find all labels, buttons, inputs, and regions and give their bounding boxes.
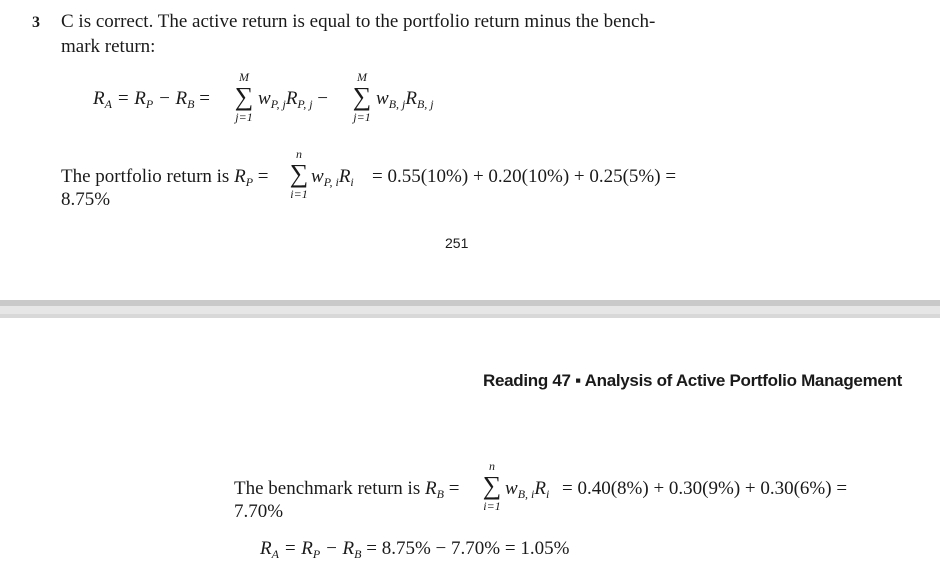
sum-symbol-portfolio-return: n ∑ i=1	[289, 147, 309, 201]
answer-line-2: mark return:	[61, 36, 156, 57]
page-separator-gap	[0, 306, 940, 314]
active-return-formula: $R_A = R_P - R_B$ =	[93, 88, 210, 111]
benchmark-return-text: The benchmark return is $R_B$ =	[234, 478, 460, 501]
portfolio-weighted-term: $w_{P, j}R_{P, j}$ −	[258, 88, 329, 111]
page-number: 251	[445, 235, 469, 251]
active-return-result-formula: $R_A = R_P - R_B = 8.75\% - 7.70\% = 1.05\%$	[260, 538, 570, 561]
sum-symbol-benchmark-return: n ∑ i=1	[482, 459, 502, 513]
page-separator-bottom	[0, 314, 940, 318]
portfolio-return-result: 8.75%	[61, 189, 111, 210]
sum-symbol-portfolio: M ∑ j=1	[234, 70, 254, 124]
benchmark-return-term: $w_{B, i}R_i$	[505, 478, 550, 501]
benchmark-return-result: 7.70%	[234, 501, 284, 522]
running-header: Reading 47 ▪ Analysis of Active Portfolio Management	[483, 371, 902, 390]
benchmark-weighted-term: $w_{B, j}R_{B, j}$	[376, 88, 434, 111]
benchmark-return-calc: = 0.40(8%) + 0.30(9%) + 0.30(6%) =	[562, 478, 848, 499]
portfolio-return-calc: = 0.55(10%) + 0.20(10%) + 0.25(5%) =	[372, 166, 677, 187]
item-number: 3	[32, 14, 40, 31]
portfolio-return-text: The portfolio return is $R_P$ =	[61, 166, 269, 189]
sum-symbol-benchmark: M ∑ j=1	[352, 70, 372, 124]
portfolio-return-term: $w_{P, i}R_i$	[311, 166, 354, 189]
answer-line-1: C is correct. The active return is equal to the portfolio return minus the bench-	[61, 11, 656, 32]
